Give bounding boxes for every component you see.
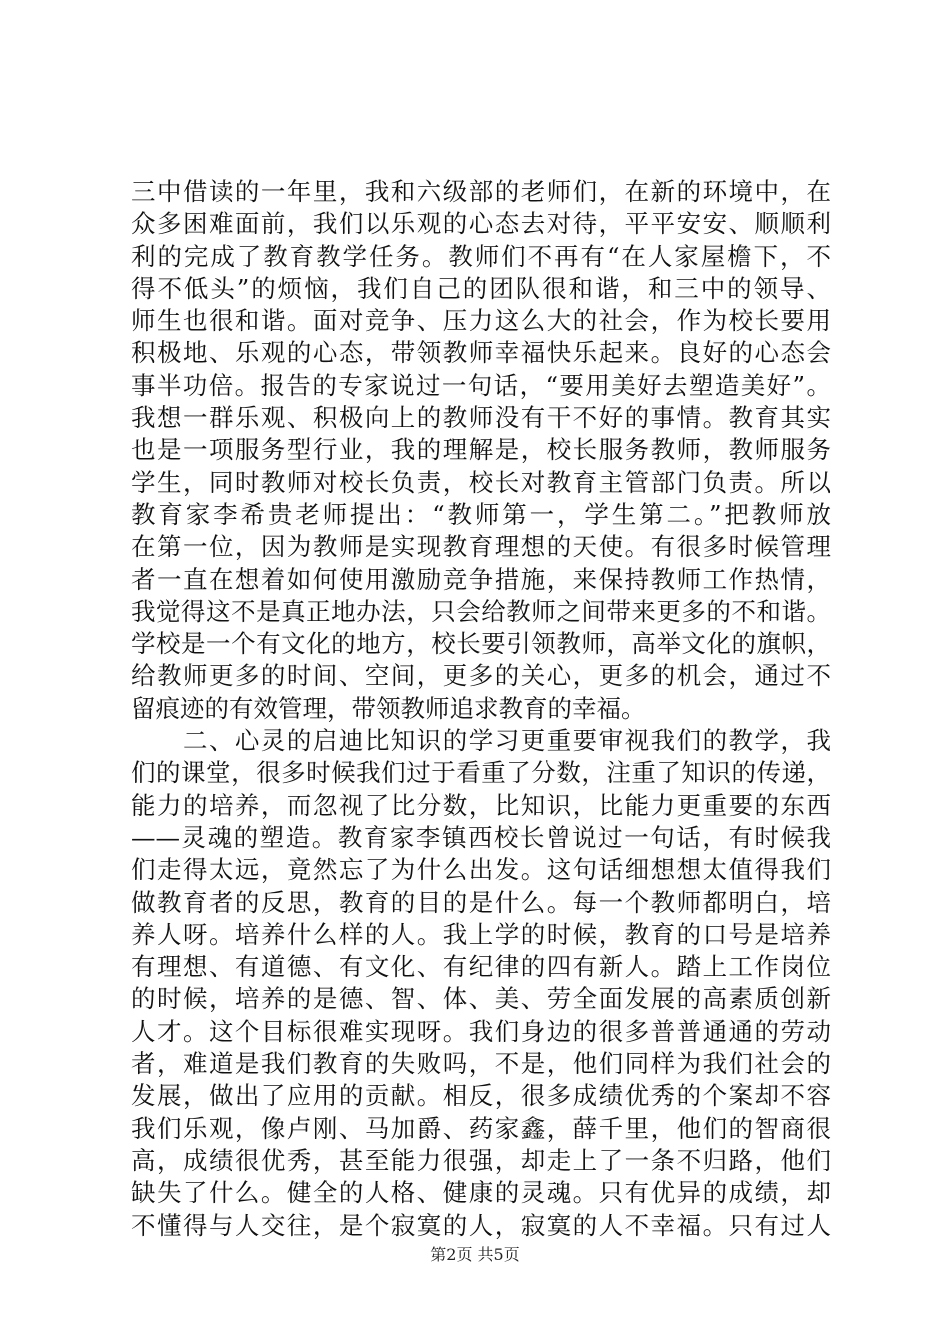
text-line: 高，成绩很优秀，甚至能力很强，却走上了一条不归路，他们 xyxy=(131,1145,831,1175)
text-line: 给教师更多的时间、空间，更多的关心，更多的机会，通过不 xyxy=(131,661,831,691)
text-line: 事半功倍。报告的专家说过一句话，“要用美好去塑造美好”。 xyxy=(131,370,831,400)
text-line: ——灵魂的塑造。教育家李镇西校长曾说过一句话，有时候我 xyxy=(131,822,831,852)
text-line: 众多困难面前，我们以乐观的心态去对待，平平安安、顺顺利 xyxy=(131,209,831,239)
text-line: 也是一项服务型行业，我的理解是，校长服务教师，教师服务 xyxy=(131,435,831,465)
text-line: 积极地、乐观的心态，带领教师幸福快乐起来。良好的心态会 xyxy=(131,338,831,368)
text-line: 缺失了什么。健全的人格、健康的灵魂。只有优异的成绩，却 xyxy=(131,1178,831,1208)
page-number-footer: 第2页 共5页 xyxy=(430,1245,520,1264)
text-line: 在第一位，因为教师是实现教育理想的天使。有很多时候管理 xyxy=(131,532,831,562)
text-line: 我觉得这不是真正地办法，只会给教师之间带来更多的不和谐。 xyxy=(131,596,831,626)
text-line: 二、心灵的启迪比知识的学习更重要审视我们的教学，我 xyxy=(131,726,831,756)
text-line: 师生也很和谐。面对竞争、压力这么大的社会，作为校长要用 xyxy=(131,306,831,336)
text-line: 教育家李希贵老师提出：“教师第一，学生第二。”把教师放 xyxy=(131,499,831,529)
paragraph-end-line: 留痕迹的有效管理，带领教师追求教育的幸福。 xyxy=(131,693,646,723)
text-line: 者一直在想着如何使用激励竞争措施，来保持教师工作热情， xyxy=(131,564,831,594)
text-line: 有理想、有道德、有文化、有纪律的四有新人。踏上工作岗位 xyxy=(131,952,831,982)
text-line: 做教育者的反思，教育的目的是什么。每一个教师都明白，培 xyxy=(131,887,831,917)
text-line: 们的课堂，很多时候我们过于看重了分数，注重了知识的传递， xyxy=(131,758,831,788)
text-line: 利的完成了教育教学任务。教师们不再有“在人家屋檐下，不 xyxy=(131,241,831,271)
text-line: 我想一群乐观、积极向上的教师没有干不好的事情。教育其实 xyxy=(131,403,831,433)
text-line: 我们乐观，像卢刚、马加爵、药家鑫，薛千里，他们的智商很 xyxy=(131,1113,831,1143)
text-line: 学校是一个有文化的地方，校长要引领教师，高举文化的旗帜， xyxy=(131,629,831,659)
text-line: 养人呀。培养什么样的人。我上学的时候，教育的口号是培养 xyxy=(131,919,831,949)
text-line: 人才。这个目标很难实现呀。我们身边的很多普普通通的劳动 xyxy=(131,1016,831,1046)
text-line: 得不低头”的烦恼，我们自己的团队很和谐，和三中的领导、 xyxy=(131,273,831,303)
text-line: 能力的培养，而忽视了比分数，比知识，比能力更重要的东西 xyxy=(131,790,831,820)
text-line: 不懂得与人交往，是个寂寞的人，寂寞的人不幸福。只有过人 xyxy=(131,1210,831,1240)
body-text xyxy=(131,176,831,1242)
text-line: 者，难道是我们教育的失败吗，不是，他们同样为我们社会的 xyxy=(131,1049,831,1079)
text-line: 发展，做出了应用的贡献。相反，很多成绩优秀的个案却不容 xyxy=(131,1081,831,1111)
text-line: 们走得太远，竟然忘了为什么出发。这句话细想想太值得我们 xyxy=(131,855,831,885)
text-line: 学生，同时教师对校长负责，校长对教育主管部门负责。所以 xyxy=(131,467,831,497)
text-line: 的时候，培养的是德、智、体、美、劳全面发展的高素质创新 xyxy=(131,984,831,1014)
text-line: 三中借读的一年里，我和六级部的老师们，在新的环境中，在 xyxy=(131,177,831,206)
